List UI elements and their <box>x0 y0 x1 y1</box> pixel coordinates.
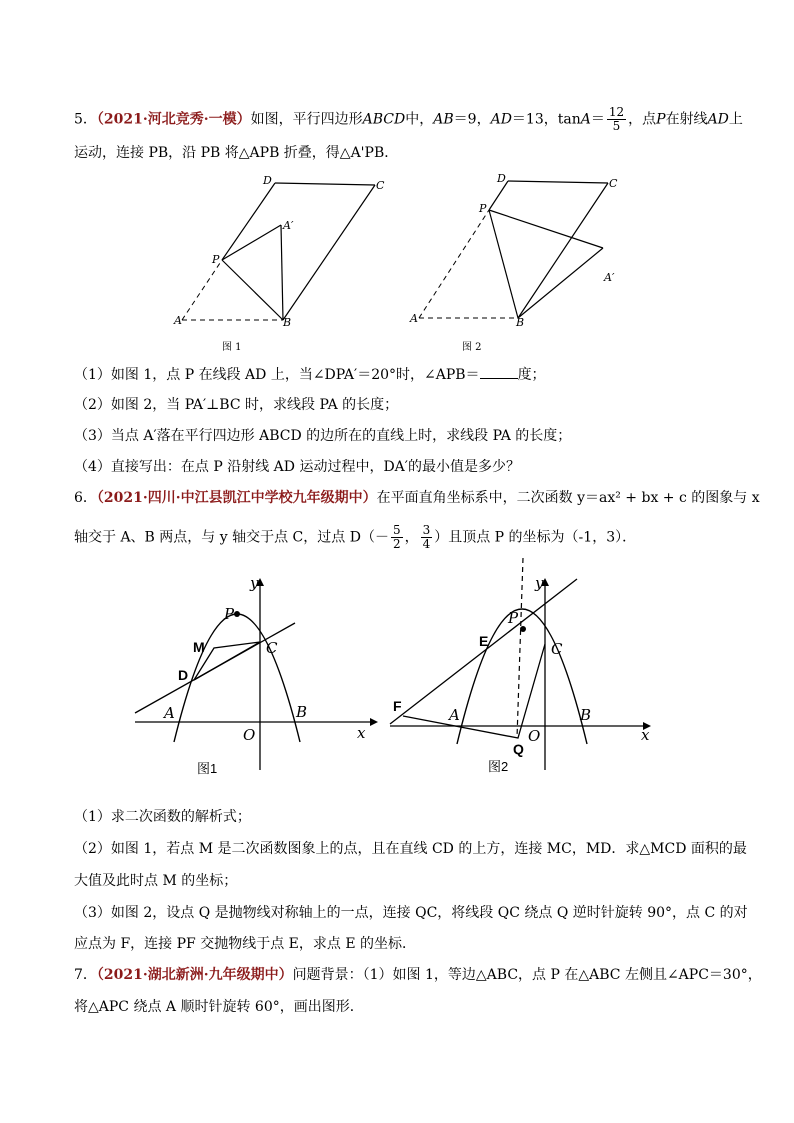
q5-source: （2021·河北竞秀·一模） <box>96 111 251 128</box>
q6-f2-vertex-point <box>520 626 526 632</box>
q5-abcd: ABCD <box>362 111 406 128</box>
q5-f2-caption: 图 2 <box>462 342 482 353</box>
q7-source: （2021·湖北新洲·九年级期中） <box>96 967 293 983</box>
q5-f2-label-p: P <box>479 202 487 215</box>
q6-f2-axis-of-symmetry <box>517 558 523 738</box>
q6-sub2b: 大值及此时点 M 的坐标； <box>74 873 238 889</box>
q5-f1-segment-pd <box>222 183 275 260</box>
q6-f2-label-b: B <box>580 706 592 724</box>
q6-sub1: （1）求二次函数的解析式； <box>74 809 251 825</box>
q6-f2-label-e: E <box>479 633 489 649</box>
q5-f2-label-c: C <box>609 177 618 190</box>
q5-ab: AB <box>433 111 454 128</box>
q5-sub2: （2）如图 2，当 PA′⊥BC 时，求线段 PA 的长度； <box>74 397 399 413</box>
q6-figure-1 <box>130 570 380 780</box>
q5-f2-segment-cb <box>518 183 608 318</box>
q6-f1-label-b: B <box>296 703 308 721</box>
q5-f2-label-b: B <box>516 316 525 329</box>
q6-figure-2 <box>385 556 655 774</box>
q6-dx-den: 2 <box>392 537 401 551</box>
q7-number: 7． <box>74 967 97 983</box>
q5-text-c: ，点 <box>628 111 657 128</box>
q5-f1-caption: 图 1 <box>222 342 242 353</box>
q6-sub2a: （2）如图 1，若点 M 是二次函数图象上的点，且在直线 CD 的上方，连接 MC，MD．求△MCD 面积的最 <box>74 841 747 857</box>
q5-frac-den: 5 <box>612 119 621 133</box>
q6-f1-label-y: y <box>250 574 259 592</box>
q6-dx-num: 5 <box>392 523 401 537</box>
q5-ab-val: ＝9， <box>453 111 491 128</box>
q6-line2 <box>74 524 636 551</box>
q5-tan-a: A <box>580 111 591 128</box>
q5-f1-segment-ap <box>182 260 222 320</box>
q5-text-e: 上 <box>728 111 743 128</box>
q6-f1-vertex-point <box>234 611 240 617</box>
q5-f2-label-a1: A′ <box>604 271 615 284</box>
q5-p: P <box>656 111 666 128</box>
q6-comma: ， <box>404 529 419 546</box>
q6-sub3b: 应点为 F，连接 PF 交抛物线于点 E，求点 E 的坐标． <box>74 936 416 952</box>
q6-line1 <box>74 488 760 508</box>
q5-ad-val: ＝13，tan <box>511 111 581 128</box>
q6-f2-label-q: Q <box>513 741 524 757</box>
q5-number: 5． <box>74 111 97 128</box>
q5-f2-segment-dc <box>508 181 608 183</box>
q6-f1-label-m: M <box>193 639 205 655</box>
q5-f1-label-a1: A′ <box>283 219 294 232</box>
q5-f2-segment-a1b <box>518 248 603 318</box>
q5-f1-label-a: A <box>174 314 182 327</box>
q5-f1-segment-pb <box>222 260 283 320</box>
q6-f2-label-p: P <box>508 609 519 627</box>
q5-f2-label-a: A <box>410 312 418 325</box>
q6-f1-label-p: P <box>224 605 235 623</box>
q6-line2-b: ）且顶点 P 的坐标为（-1，3）． <box>434 529 637 546</box>
q5-sub3: （3）当点 A′落在平行四边形 ABCD 的边所在的直线上时，求线段 PA 的长度； <box>74 428 572 444</box>
q5-text-b: 中， <box>405 111 434 128</box>
q6-f1-x-arrow-icon <box>370 718 378 726</box>
q5-f1-label-p: P <box>212 253 220 266</box>
q5-f1-segment-pa1 <box>222 225 281 260</box>
q5-sub4: （4）直接写出：在点 P 沿射线 AD 运动过程中，DA′的最小值是多少？ <box>74 459 520 475</box>
q5-f1-segment-cb <box>283 185 375 320</box>
q5-sub1 <box>74 364 546 385</box>
q5-line2: 运动，连接 PB，沿 PB 将△APB 折叠，得△A'PB． <box>74 145 399 161</box>
q5-ad2: AD <box>707 111 729 128</box>
q6-number: 6． <box>74 490 97 506</box>
q6-f2-line-pf <box>390 579 577 724</box>
q6-text-a: 在平面直角坐标系中，二次函数 y＝ax² + bx + c 的图象与 x <box>376 490 760 506</box>
q5-figure-1 <box>170 168 400 358</box>
q6-f2-label-a: A <box>449 706 460 724</box>
q5-answer-blank <box>480 364 518 379</box>
q6-dy-num: 3 <box>422 523 431 537</box>
q6-f1-label-d: D <box>178 667 189 683</box>
q5-f1-segment-a1b <box>281 225 283 320</box>
q5-f2-label-d: D <box>497 172 506 185</box>
q5-frac-num: 12 <box>608 105 625 119</box>
q5-f1-label-c: C <box>376 179 385 192</box>
q6-f1-label-c: C <box>266 639 278 657</box>
q6-f2-caption: 图2 <box>488 759 509 774</box>
q6-f2-label-f: F <box>393 698 402 714</box>
q7-line1 <box>74 965 762 985</box>
q6-line2-a: 轴交于 A、B 两点，与 y 轴交于点 C，过点 D（－ <box>74 529 389 546</box>
q6-f2-label-c: C <box>551 640 563 658</box>
q5-f2-segment-pd <box>489 181 508 210</box>
q5-text-d: 在射线 <box>665 111 708 128</box>
q6-f2-label-o: O <box>528 727 541 745</box>
q6-source: （2021·四川·中江县凯江中学校九年级期中） <box>96 490 377 506</box>
q6-f2-label-y: y <box>535 574 544 592</box>
q5-eq: ＝ <box>590 111 605 128</box>
q5-ad: AD <box>490 111 512 128</box>
q5-text-a: 如图，平行四边形 <box>250 111 363 128</box>
q5-sub1-text: （1）如图 1，点 P 在线段 AD 上，当∠DPA′＝20°时，∠APB＝ <box>74 367 480 383</box>
q5-line1 <box>74 106 743 133</box>
q6-f1-label-a: A <box>164 704 175 722</box>
q5-f1-segment-dc <box>275 183 375 185</box>
q5-f1-label-d: D <box>263 174 272 187</box>
q6-f1-label-x: x <box>357 724 366 742</box>
q6-dx-fraction <box>391 524 403 551</box>
q5-f1-label-b: B <box>283 316 292 329</box>
q6-f1-parabola <box>174 614 300 742</box>
q5-fraction <box>607 106 626 133</box>
q5-f2-segment-pb <box>489 210 518 318</box>
q6-f2-label-x: x <box>641 726 650 744</box>
q6-dy-den: 4 <box>422 537 431 551</box>
q6-dy-fraction <box>421 524 433 551</box>
q7-line2: 将△APC 绕点 A 顺时针旋转 60°，画出图形． <box>74 999 364 1015</box>
q6-f1-label-o: O <box>243 726 256 744</box>
q6-f1-caption: 图1 <box>197 761 218 776</box>
q5-sub1-end: 度； <box>517 367 546 383</box>
q5-f2-segment-ap <box>419 210 489 318</box>
q5-figure-2 <box>405 168 645 358</box>
q7-text-a: 问题背景：（1）如图 1，等边△ABC，点 P 在△ABC 左侧且∠APC＝30°， <box>292 967 762 983</box>
q6-sub3a: （3）如图 2，设点 Q 是抛物线对称轴上的一点，连接 QC，将线段 QC 绕点 Q 逆时针旋转 90°，点 C 的对 <box>74 905 748 921</box>
